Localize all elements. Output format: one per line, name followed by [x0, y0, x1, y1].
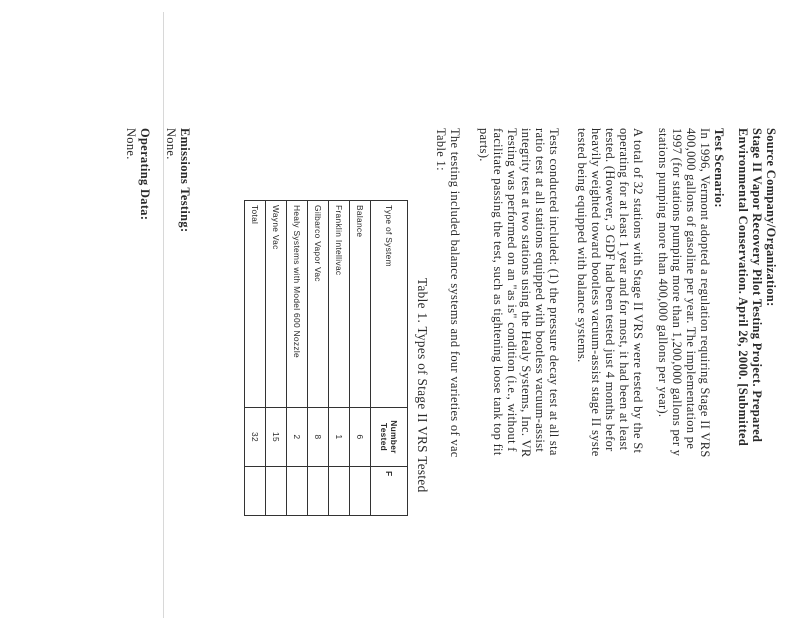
table-header-row	[371, 201, 408, 516]
row-empty-cell	[245, 467, 266, 516]
row-empty-cell	[308, 467, 329, 516]
paragraph-2-line: tested. (However, 3 GDF had been tested just 4 months befor	[603, 128, 617, 452]
table-row-total	[245, 201, 266, 516]
scenario-heading: Test Scenario:	[712, 128, 726, 208]
row-empty-cell	[329, 467, 350, 516]
row-type: Total	[245, 201, 266, 408]
row-type: Wayne Vac	[266, 201, 287, 408]
table-row	[287, 201, 308, 516]
paragraph-3-line: Testing was performed on an "as is" condition (i.e., without f	[505, 128, 519, 452]
row-type: Balance	[350, 201, 371, 408]
paragraph-2-line: A total of 32 stations with Stage II VRS were tested by the St	[631, 128, 645, 454]
rotated-document-page	[118, 128, 778, 618]
paragraph-1-line: stations pumping more than 400,000 gallons per year).	[656, 128, 670, 418]
table-caption: Table 1. Types of Stage II VRS Tested	[415, 278, 430, 493]
paragraph-1-line: In 1996, Vermont adopted a regulation requiring Stage II VRS	[698, 128, 712, 458]
row-number: 32	[245, 408, 266, 467]
table-row	[266, 201, 287, 516]
header-number-line2: Tested	[379, 422, 389, 452]
source-heading: Source Company/Organization:	[764, 128, 778, 307]
row-number: 8	[308, 408, 329, 467]
table-row	[350, 201, 371, 516]
paragraph-3-line: parts).	[477, 128, 491, 162]
row-empty-cell	[266, 467, 287, 516]
paragraph-3-line: facilitate passing the test, such as tightening loose tank top fit	[491, 128, 505, 456]
paragraph-3-line: integrity test at two stations using the Healy Systems, Inc. VR	[519, 128, 533, 458]
emissions-heading: Emissions Testing:	[178, 128, 192, 233]
header-number-line1: Number	[389, 420, 399, 454]
row-empty-cell	[350, 467, 371, 516]
source-line-2: Environmental Conservation. April 26, 2000. [Submitted	[736, 128, 750, 447]
header-type-of-system: Type of System	[371, 201, 408, 408]
row-number: 1	[329, 408, 350, 467]
paragraph-1-line: 400,000 gallons of gasoline per year. The implementation pe	[684, 128, 698, 450]
paragraph-2-line: tested being equipped with balance systems.	[575, 128, 589, 363]
operating-heading: Operating Data:	[138, 128, 152, 221]
header-number-tested	[371, 408, 408, 467]
paragraph-3-line: ratio test at all stations equipped with bootless vacuum-assist	[533, 128, 547, 453]
source-line-1: Stage II Vapor Recovery Pilot Testing Project. Prepared	[750, 128, 764, 443]
emissions-value: None.	[164, 128, 178, 160]
row-type: Healy Systems with Model 600 Nozzle	[287, 201, 308, 408]
row-number: 15	[266, 408, 287, 467]
table-row	[329, 201, 350, 516]
operating-value: None.	[124, 128, 138, 160]
paragraph-2-line: operating for at least 1 year and for most, it had been at least	[617, 128, 631, 451]
paragraph-4-line: The testing included balance systems and four varieties of vac	[448, 128, 462, 458]
systems-table	[244, 200, 408, 516]
table-row	[308, 201, 329, 516]
paragraph-1-line: 1997 (for stations pumping more than 1,200,000 gallons per y	[670, 128, 684, 457]
row-number: 6	[350, 408, 371, 467]
paragraph-4-line: Table 1:	[434, 128, 448, 171]
row-type: Franklin Intellivac	[329, 201, 350, 408]
paragraph-2-line: heavily weighted toward bootless vacuum-assist stage II syste	[589, 128, 603, 457]
row-number: 2	[287, 408, 308, 467]
paragraph-3-line: Tests conducted included: (1) the pressure decay test at all sta	[547, 128, 561, 456]
row-type: Gilbarco Vapor Vac	[308, 201, 329, 408]
row-empty-cell	[287, 467, 308, 516]
header-next-column: F	[371, 467, 408, 516]
